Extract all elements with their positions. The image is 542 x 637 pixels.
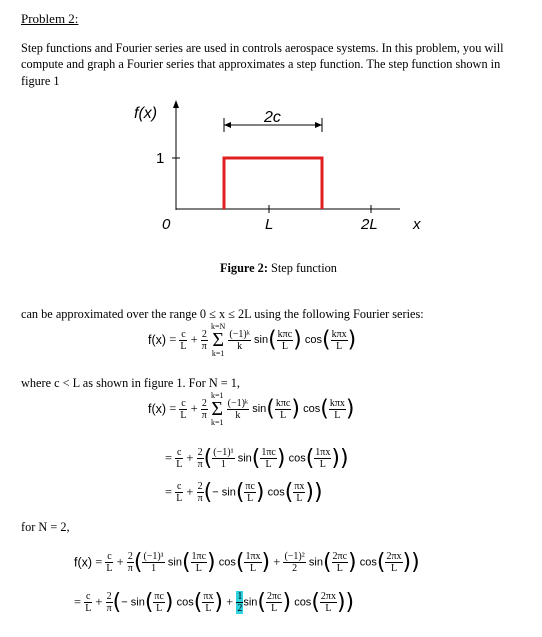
plus: + xyxy=(273,555,281,569)
frac-num: c xyxy=(181,397,186,409)
paren: ) xyxy=(345,396,355,422)
x-axis-label: x xyxy=(413,216,421,233)
plus: + xyxy=(95,595,103,609)
frac-den: L xyxy=(319,459,326,470)
frac-den: L xyxy=(281,340,288,352)
equals: = xyxy=(165,451,173,465)
where-text: where c < L as shown in figure 1. For N = 1, xyxy=(21,376,241,390)
f-of-x: f(x) xyxy=(74,555,93,570)
frac-num: 1 xyxy=(237,591,243,602)
frac-num: 2 xyxy=(127,551,133,562)
x-tick-0: 0 xyxy=(162,216,171,233)
frac-num: 2 xyxy=(201,328,207,340)
problem-intro: Step functions and Fourier series are used in controls aerospace systems. In this problem, you will compute and graph a Fourier series that approximates a step function. The step function shown in figure 1 xyxy=(21,41,504,88)
frac-den: L xyxy=(325,603,332,614)
y-tick-label: 1 xyxy=(156,150,165,167)
paren: ( xyxy=(322,327,331,353)
frac-num: πx xyxy=(203,591,214,602)
frac-den: L xyxy=(156,603,163,614)
fourier-series-n1-simplified xyxy=(165,480,323,505)
equals: = xyxy=(169,401,177,416)
pic-over-L xyxy=(244,481,256,504)
frac-num: (−1)ᵏ xyxy=(227,397,249,409)
paren: ) xyxy=(293,327,302,353)
sum-lower: k=1 xyxy=(211,349,225,358)
c-over-L xyxy=(175,481,183,504)
plus: + xyxy=(190,332,198,347)
two-over-pi xyxy=(201,329,208,352)
paren: ) xyxy=(347,327,357,353)
frac-num: 2 xyxy=(197,481,203,492)
pic2-over-L xyxy=(266,591,283,614)
frac-den: L xyxy=(247,493,254,504)
paren: ( xyxy=(144,590,154,615)
fourier-series-n1 xyxy=(148,391,354,427)
plus: + xyxy=(190,401,198,416)
cos: cos xyxy=(303,403,321,415)
paren: ( xyxy=(311,590,320,615)
pic1-over-L xyxy=(260,447,277,470)
frac-den: L xyxy=(195,563,202,574)
kpic-over-L xyxy=(277,329,294,352)
frac-den: L xyxy=(180,340,187,352)
neg1k-over-k xyxy=(227,398,249,421)
frac-den: L xyxy=(180,409,187,421)
frac-num: 2 xyxy=(197,447,203,458)
paren: ) xyxy=(164,590,174,615)
sigma-icon: Σ xyxy=(212,329,224,351)
paren: ) xyxy=(291,396,300,422)
frac-den: L xyxy=(296,493,303,504)
paren: ) xyxy=(348,550,357,575)
pix2-over-L xyxy=(320,591,337,614)
frac-num: πc xyxy=(154,591,164,602)
minus-sin: − sin xyxy=(121,596,145,609)
frac-num: 1πc xyxy=(191,551,207,562)
c-over-L xyxy=(84,591,92,614)
x-tick-2L-label: 2L xyxy=(361,216,378,233)
cos: cos xyxy=(359,556,377,569)
paren: ( xyxy=(268,327,277,353)
paren: ( xyxy=(251,446,261,471)
paren: ( xyxy=(235,550,245,575)
frac-den: 1 xyxy=(151,563,157,574)
two-over-pi xyxy=(197,481,204,504)
cos: cos xyxy=(294,596,312,609)
frac-num: πc xyxy=(245,481,255,492)
two-over-pi xyxy=(106,591,113,614)
paren: ( xyxy=(305,446,315,471)
frac-num: 1πx xyxy=(245,551,261,562)
f-of-x: f(x) xyxy=(148,333,167,347)
frac-num: kπc xyxy=(277,328,293,340)
paren: ) xyxy=(276,446,286,471)
sin: sin xyxy=(167,556,182,569)
frac-num: 2πx xyxy=(320,591,336,602)
paren: ) xyxy=(282,590,292,615)
cos: cos xyxy=(218,556,236,569)
pix-over-L xyxy=(293,481,305,504)
cos: cos xyxy=(288,452,306,465)
paren: )) xyxy=(336,590,355,615)
frac-num: kπx xyxy=(329,397,345,409)
plus: + xyxy=(186,485,194,499)
plus: + xyxy=(186,451,194,465)
sigma-icon: Σ xyxy=(211,398,224,420)
summation xyxy=(211,322,225,358)
kpic-over-L xyxy=(275,398,292,421)
frac-den: 1 xyxy=(220,459,226,470)
frac-num: 1πx xyxy=(315,447,331,458)
width-label: 2c xyxy=(264,109,281,126)
paren: ( xyxy=(133,550,143,575)
cos: cos xyxy=(304,334,322,346)
step-pulse xyxy=(224,158,322,209)
two-over-pi xyxy=(197,447,204,470)
frac-den: π xyxy=(201,409,207,421)
two-over-pi xyxy=(127,551,134,574)
sin: sin xyxy=(308,556,323,569)
paren: ) xyxy=(214,590,223,615)
c-over-L xyxy=(179,398,187,421)
paren: ( xyxy=(235,480,245,505)
pic1-over-L xyxy=(191,551,208,574)
frac-num: 2 xyxy=(106,591,112,602)
equals: = xyxy=(165,485,173,499)
paren: ( xyxy=(320,396,329,422)
frac-den: π xyxy=(197,493,203,504)
y-axis-label: f(x) xyxy=(134,105,158,122)
paren: ( xyxy=(322,550,332,575)
frac-num: (−1)² xyxy=(284,551,305,562)
frac-den: L xyxy=(334,409,341,421)
frac-den: L xyxy=(390,563,398,574)
figure-caption xyxy=(220,261,337,276)
frac-num: c xyxy=(177,447,182,458)
frac-den: π xyxy=(201,340,207,352)
fourier-series-general xyxy=(148,322,356,358)
sum-lower: k=1 xyxy=(210,418,224,427)
cos: cos xyxy=(267,486,285,499)
plus: + xyxy=(116,555,124,569)
paren: ( xyxy=(203,446,213,471)
frac-den: L xyxy=(205,603,212,614)
frac-den: L xyxy=(336,340,343,352)
equals: = xyxy=(95,555,103,569)
sum-upper: k=N xyxy=(210,322,226,331)
frac-num: 1πc xyxy=(261,447,276,458)
paren: ( xyxy=(257,590,266,615)
frac-num: c xyxy=(86,591,91,602)
pix-over-L xyxy=(202,591,214,614)
cos: cos xyxy=(176,596,194,609)
frac-den: 2 xyxy=(237,603,243,614)
frac-den: L xyxy=(336,563,343,574)
frac-den: L xyxy=(271,603,278,614)
frac-den: π xyxy=(197,459,203,470)
pix1-over-L xyxy=(244,551,261,574)
paren: ) xyxy=(255,480,265,505)
step-function-figure xyxy=(120,92,440,242)
frac-num: (−1)¹ xyxy=(213,447,234,458)
paren: )) xyxy=(331,446,349,471)
frac-num: c xyxy=(177,481,182,492)
frac-num: 2πc xyxy=(266,591,282,602)
frac-den: L xyxy=(280,409,287,421)
frac-num: kπc xyxy=(275,397,291,409)
frac-den: π xyxy=(106,603,112,614)
c-over-L xyxy=(105,551,113,574)
frac-den: k xyxy=(237,340,243,352)
fourier-series-n2 xyxy=(74,550,420,575)
paren: )) xyxy=(402,550,420,575)
paren: ( xyxy=(376,550,386,575)
frac-den: L xyxy=(176,493,183,504)
minus-sin: − sin xyxy=(212,486,236,499)
paren: ( xyxy=(112,590,122,615)
frac-den: L xyxy=(176,459,183,470)
paren: ) xyxy=(261,550,271,575)
frac-num: 2 xyxy=(201,397,207,409)
caption-text: Step function xyxy=(267,261,337,275)
neg1-1-over-1 xyxy=(212,447,234,470)
paren: )) xyxy=(305,480,323,505)
summation xyxy=(211,391,224,427)
arrow-right-icon xyxy=(315,122,322,128)
frac-num: 2πc xyxy=(332,551,348,562)
paren: ) xyxy=(207,550,216,575)
frac-den: 2 xyxy=(292,563,298,574)
frac-den: k xyxy=(235,409,241,421)
kpix-over-L xyxy=(329,398,346,421)
neg1k-over-k xyxy=(228,329,250,352)
frac-num: (−1)ᵏ xyxy=(229,328,250,340)
fourier-series-n1-expanded xyxy=(165,446,349,471)
paren: ( xyxy=(181,550,191,575)
paren: ( xyxy=(203,480,213,505)
pic-over-L xyxy=(153,591,165,614)
frac-den: π xyxy=(127,563,133,574)
sum-upper: k=1 xyxy=(210,391,224,400)
approx-text: can be approximated over the range 0 ≤ x ≤ 2L using the following Fourier series: xyxy=(21,307,424,321)
frac-num: c xyxy=(181,328,186,340)
caption-label: Figure 2: xyxy=(220,261,268,275)
paren: ( xyxy=(284,480,294,505)
c-over-L xyxy=(175,447,183,470)
neg1-1-over-1 xyxy=(142,551,164,574)
frac-den: L xyxy=(265,459,272,470)
two-over-pi xyxy=(201,398,208,421)
pic2-over-L xyxy=(332,551,349,574)
equals: = xyxy=(74,595,82,609)
y-axis-arrow-icon xyxy=(173,100,179,108)
arrow-left-icon xyxy=(224,122,231,128)
neg1-2-over-2 xyxy=(283,551,305,574)
frac-den: L xyxy=(85,603,92,614)
kpix-over-L xyxy=(331,329,348,352)
pix2-over-L xyxy=(385,551,402,574)
frac-den: L xyxy=(106,563,113,574)
frac-num: (−1)¹ xyxy=(143,551,164,562)
frac-num: kπx xyxy=(331,328,347,340)
problem-title: Problem 2: xyxy=(21,11,79,26)
fourier-series-n2-simplified xyxy=(74,590,354,615)
n2-text: for N = 2, xyxy=(21,520,70,534)
sin: sin xyxy=(252,403,267,415)
c-over-L xyxy=(179,329,187,352)
x-tick-L-label: L xyxy=(265,216,274,233)
sin: sin xyxy=(237,452,252,465)
plus: + xyxy=(226,595,234,609)
equals: = xyxy=(169,332,177,347)
sin: sin xyxy=(243,596,258,609)
frac-num: c xyxy=(107,551,112,562)
f-of-x: f(x) xyxy=(148,402,167,416)
sin: sin xyxy=(254,334,269,346)
frac-num: 2πx xyxy=(386,551,402,562)
frac-den: L xyxy=(249,563,257,574)
paren: ( xyxy=(193,590,203,615)
paren: ( xyxy=(266,396,275,422)
pix1-over-L xyxy=(314,447,331,470)
frac-num: πx xyxy=(294,481,305,492)
